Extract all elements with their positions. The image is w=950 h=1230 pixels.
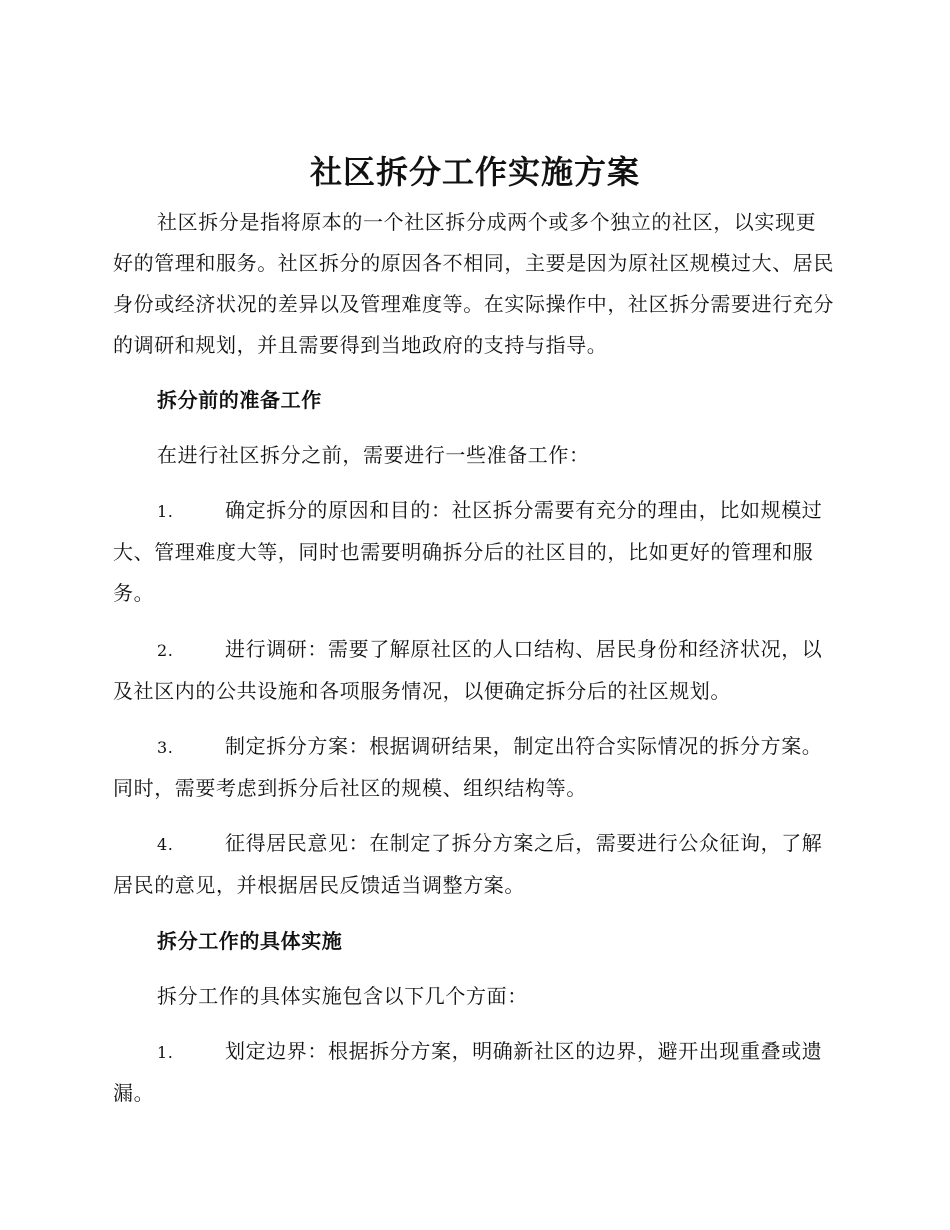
list-item-text: 划定边界：根据拆分方案，明确新社区的边界，避开出现重叠或遗漏。	[113, 1039, 823, 1105]
list-item	[113, 726, 835, 809]
list-item-text: 确定拆分的原因和目的：社区拆分需要有充分的理由，比如规模过大、管理难度大等，同时也需要明确拆分后的社区目的，比如更好的管理和服务。	[113, 498, 823, 605]
list-item	[113, 823, 835, 906]
list-item-number: 2.	[157, 641, 174, 660]
list-item	[113, 490, 835, 614]
intro-paragraph: 社区拆分是指将原本的一个社区拆分成两个或多个独立的社区，以实现更好的管理和服务。社区拆分的原因各不相同，主要是因为原社区规模过大、居民身份或经济状况的差异以及管理难度等。在实际操作中，社区拆分需要进行充分的调研和规划，并且需要得到当地政府的支持与指导。	[113, 210, 834, 357]
section-heading-implementation: 拆分工作的具体实施	[157, 929, 343, 953]
list-item-text: 征得居民意见：在制定了拆分方案之后，需要进行公众征询，了解居民的意见，并根据居民反馈适当调整方案。	[113, 831, 823, 897]
list-item-number: 3.	[157, 738, 174, 757]
list-item	[113, 1031, 835, 1114]
list-item-number: 4.	[157, 835, 174, 854]
list-item-number: 1.	[157, 502, 174, 521]
section-heading-preparation: 拆分前的准备工作	[157, 388, 322, 412]
section-lead-preparation: 在进行社区拆分之前，需要进行一些准备工作：	[157, 443, 590, 467]
list-item-text: 进行调研：需要了解原社区的人口结构、居民身份和经济状况，以及社区内的公共设施和各项服务情况，以便确定拆分后的社区规划。	[113, 637, 823, 703]
document-title: 社区拆分工作实施方案	[309, 153, 640, 191]
section-lead-implementation: 拆分工作的具体实施包含以下几个方面：	[157, 984, 528, 1008]
list-item-number: 1.	[157, 1043, 174, 1062]
list-item	[113, 629, 835, 712]
list-item-text: 制定拆分方案：根据调研结果，制定出符合实际情况的拆分方案。同时，需要考虑到拆分后社区的规模、组织结构等。	[113, 734, 823, 800]
